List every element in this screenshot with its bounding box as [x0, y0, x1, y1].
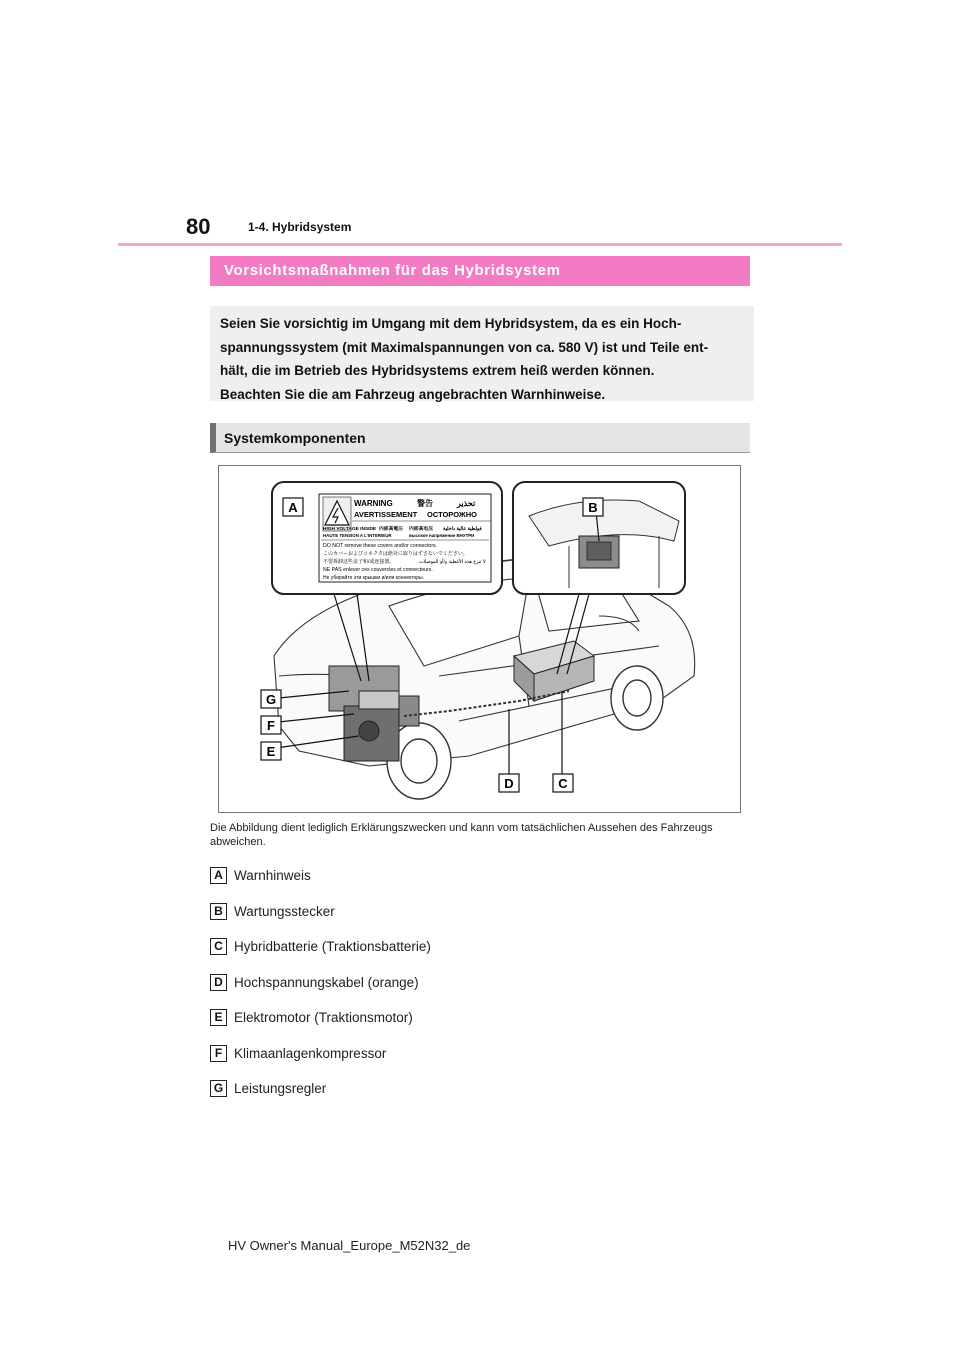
legend-badge: D	[210, 974, 227, 991]
page-number: 80	[186, 214, 211, 239]
callout-f: F	[267, 718, 275, 733]
legend-item	[210, 1071, 750, 1107]
label-text-ru: Не убирайте эти крышки и/или коннекторы.	[323, 575, 425, 581]
callout-g: G	[265, 692, 277, 707]
callout-b: B	[588, 500, 598, 515]
warning-icon	[323, 497, 351, 531]
label-hv-ar: فولطية عالية داخلية	[443, 527, 482, 532]
label-hv-fr: HAUTE TENSION A L'INTERIEUR	[323, 533, 392, 538]
label-text-en: DO NOT remove these covers and/or connectors.	[323, 543, 438, 549]
label-hv-ru: высокое напряжение ВНУТРИ	[409, 533, 475, 538]
header-rule	[118, 243, 842, 246]
figure-caption: Die Abbildung dient lediglich Erklärungszwecken und kann vom tatsächlichen Aussehen des Fahrzeugs abweichen.	[210, 822, 713, 848]
legend-text: Elektromotor (Traktionsmotor)	[234, 1010, 413, 1026]
intro-line: spannungssystem (mit Maximalspannungen von ca. 580 V) ist und Teile ent-	[220, 339, 709, 355]
label-warning-fr: AVERTISSEMENT	[354, 510, 418, 519]
label-warning-jp: 警告	[417, 499, 433, 508]
legend-badge: E	[210, 1009, 227, 1026]
legend-text: Leistungsregler	[234, 1081, 327, 1097]
legend-item	[210, 965, 750, 1001]
legend-item	[210, 858, 750, 894]
legend-badge: F	[210, 1045, 227, 1062]
legend-text: Klimaanlagenkompressor	[234, 1045, 387, 1061]
intro-line: Beachten Sie die am Fahrzeug angebrachten Warnhinweise.	[220, 386, 606, 402]
label-text-jp: このカバーおよびコネクタは絶対に取りはずさないでください。	[323, 551, 468, 557]
legend-item	[210, 1000, 750, 1036]
callout-a: A	[288, 500, 298, 515]
callout-e: E	[266, 744, 276, 759]
legend-badge: C	[210, 938, 227, 955]
legend-text: Hybridbatterie (Traktionsbatterie)	[234, 939, 431, 955]
component-legend	[210, 858, 750, 1107]
legend-item	[210, 929, 750, 965]
label-text-ar: لا تنزع هذه الأغطية و/أو الموصلات	[419, 560, 486, 565]
legend-text: Warnhinweis	[234, 868, 311, 884]
label-hv-cn: 内部高电压	[409, 527, 433, 532]
legend-text: Wartungsstecker	[234, 903, 335, 919]
system-components-figure	[218, 465, 741, 813]
intro-box	[210, 306, 754, 401]
label-hv-jp: 内部高電圧	[379, 527, 403, 532]
warning-label-inset	[272, 482, 502, 594]
legend-text: Hochspannungskabel (orange)	[234, 974, 419, 990]
label-text-fr: NE PAS enlever ces couvercles et connecteurs.	[323, 567, 433, 573]
label-text-cn: 不要拆卸这些盖子和/或连接器。	[323, 559, 395, 565]
callout-c: C	[558, 776, 568, 791]
label-warning-ru: ОСТОРОЖНО	[427, 510, 477, 519]
intro-line: Seien Sie vorsichtig im Umgang mit dem Hybridsystem, da es ein Hoch-	[220, 316, 682, 331]
legend-badge: A	[210, 867, 227, 884]
footer-manual-id: HV Owner's Manual_Europe_M52N32_de	[228, 1238, 471, 1253]
label-hv-en: HIGH VOLTAGE INSIDE	[323, 527, 377, 532]
section-header: 1-4. Hybridsystem	[248, 220, 352, 234]
label-warning-ar: تحذير	[457, 499, 476, 508]
legend-item	[210, 894, 750, 930]
legend-badge: B	[210, 903, 227, 920]
intro-line: hält, die im Betrieb des Hybridsystems extrem heiß werden können.	[220, 363, 655, 378]
label-warning-en: WARNING	[354, 499, 393, 508]
car-illustration	[219, 466, 740, 812]
section-title: Vorsichtsmaßnahmen für das Hybridsystem	[210, 256, 750, 286]
callout-d: D	[504, 776, 514, 791]
legend-badge: G	[210, 1080, 227, 1097]
subsection-title: Systemkomponenten	[210, 423, 750, 453]
legend-item	[210, 1036, 750, 1072]
